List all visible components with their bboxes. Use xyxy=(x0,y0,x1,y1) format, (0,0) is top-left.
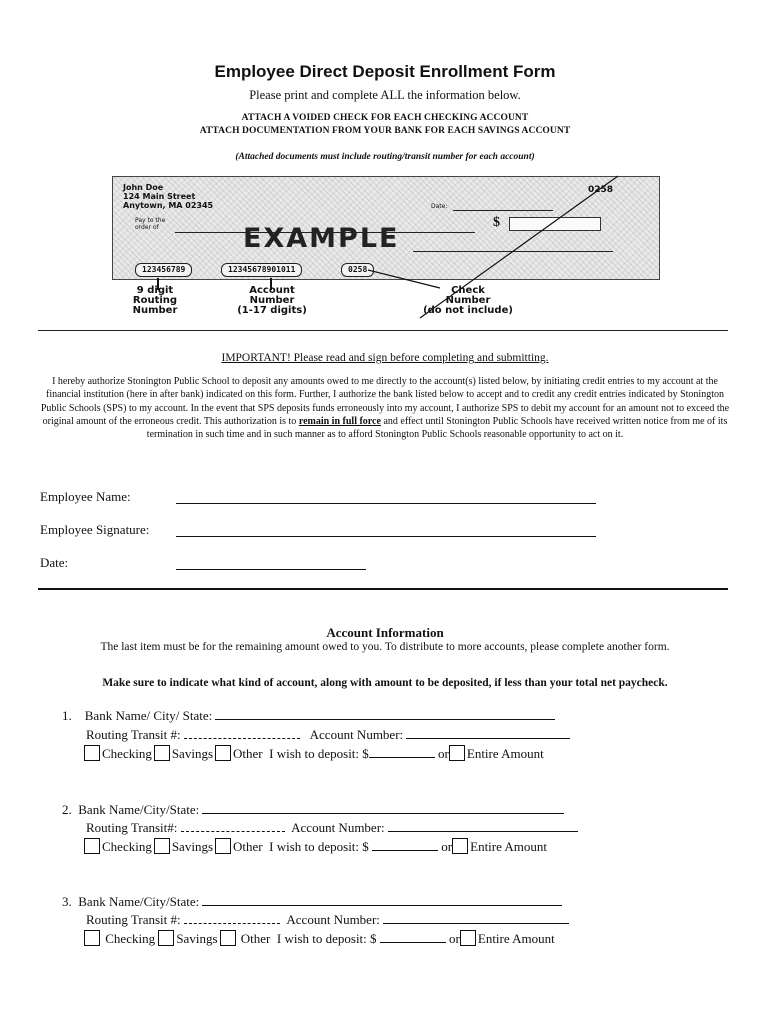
account-information-warning: Make sure to indicate what kind of account, along with amount to be deposited, if less than your total net paycheck. xyxy=(102,677,668,689)
account-3-routing-row xyxy=(86,911,569,928)
account-1-entire-label: Entire Amount xyxy=(466,746,544,761)
account-1-savings-label: Savings xyxy=(171,746,213,761)
check-number-label: Check Number (do not include) xyxy=(423,285,513,316)
divider-middle xyxy=(38,588,728,590)
account-2-entire-checkbox[interactable] xyxy=(452,838,468,854)
authorization-paragraph xyxy=(38,375,732,441)
account-2-account-field[interactable] xyxy=(388,819,578,832)
check-micr-account: 12345678901011 xyxy=(221,263,302,277)
account-3-bank-label: Bank Name/City/State: xyxy=(78,894,200,909)
employee-date-field[interactable] xyxy=(176,569,366,570)
account-1-routing-field[interactable] xyxy=(184,726,300,739)
account-1-checking-checkbox[interactable] xyxy=(84,745,100,761)
account-2-savings-checkbox[interactable] xyxy=(154,838,170,854)
account-3-type-row xyxy=(84,930,555,947)
check-micr-routing: 123456789 xyxy=(135,263,192,277)
account-1-account-field[interactable] xyxy=(406,726,570,739)
attach-savings-instruction: ATTACH DOCUMENTATION FROM YOUR BANK FOR EACH SAVINGS ACCOUNT xyxy=(199,126,571,136)
divider-top xyxy=(38,330,728,331)
account-3-routing-label: Routing Transit #: xyxy=(86,912,181,927)
check-payto-label: Pay to the order of xyxy=(135,217,166,231)
account-3-deposit-label: I wish to deposit: $ xyxy=(276,931,377,946)
account-3-other-label: Other xyxy=(240,931,271,946)
account-3-routing-field[interactable] xyxy=(184,911,280,924)
account-1-savings-checkbox[interactable] xyxy=(154,745,170,761)
authorization-text-end: and effect until Stonington Public Schools have received written notice from me of its termination in such time and in such manner as to afford Stonington Public Schools reasonable opportunity to act on it. xyxy=(146,415,728,441)
account-3-other-checkbox[interactable] xyxy=(220,930,236,946)
account-1-or-label: or xyxy=(438,746,449,761)
employee-signature-label: Employee Signature: xyxy=(40,522,150,537)
account-number-label: Account Number (1-17 digits) xyxy=(237,285,307,316)
account-information-title: Account Information xyxy=(326,625,444,640)
check-date-label: Date: xyxy=(431,203,448,210)
form-title: Employee Direct Deposit Enrollment Form xyxy=(214,62,556,81)
account-information-note: The last item must be for the remaining amount owed to you. To distribute to more accounts, please complete another form. xyxy=(100,641,670,653)
attach-checking-instruction: ATTACH A VOIDED CHECK FOR EACH CHECKING ACCOUNT xyxy=(241,113,529,123)
account-1-bank-field[interactable] xyxy=(215,707,555,720)
account-2-or-label: or xyxy=(441,839,453,854)
account-3-number: 3. xyxy=(62,894,72,909)
account-3-or-label: or xyxy=(449,931,460,946)
account-2-routing-label: Routing Transit#: xyxy=(86,820,178,835)
account-3-bank-field[interactable] xyxy=(202,893,562,906)
account-1-other-checkbox[interactable] xyxy=(215,745,231,761)
account-2-account-label: Account Number: xyxy=(291,820,385,835)
authorization-text-start: I hereby authorize Stonington Public School to deposit any amounts owed to me directly to the account(s) listed below, by initiating credit entries to my account at the financial institution (here in after bank) indicated on this form. Further, I authorize the bank listed below to accept and to credit any credit entries indicated by Stonington Public Schools (SPS) to my account. In the event that SPS deposits funds erroneously into my account, I authorize SPS to debit my account for an amount not to exceed the original amount of the erroneous credit. This authorization is to xyxy=(40,376,730,427)
routing-number-label: 9 digit Routing Number xyxy=(132,285,178,316)
account-2-checking-checkbox[interactable] xyxy=(84,838,100,854)
check-number: 0258 xyxy=(587,185,613,195)
account-3-savings-checkbox[interactable] xyxy=(158,930,174,946)
check-example-watermark: EXAMPLE xyxy=(243,223,400,254)
attachment-note: (Attached documents must include routing/transit number for each account) xyxy=(235,152,535,162)
employee-signature-field[interactable] xyxy=(176,536,596,537)
account-2-bank-label: Bank Name/City/State: xyxy=(78,802,200,817)
account-3-entire-label: Entire Amount xyxy=(477,931,555,946)
account-3-account-field[interactable] xyxy=(383,911,569,924)
account-2-routing-field[interactable] xyxy=(181,819,285,832)
account-1-bank-label: Bank Name/ City/ State: xyxy=(84,708,213,723)
account-1-checking-label: Checking xyxy=(102,746,152,761)
account-1-type-row xyxy=(84,745,544,762)
account-1-routing-row xyxy=(86,726,570,743)
account-1-bank-row xyxy=(62,707,555,724)
account-2-entire-label: Entire Amount xyxy=(470,839,548,854)
account-3-account-label: Account Number: xyxy=(286,912,380,927)
account-3-deposit-field[interactable] xyxy=(380,930,446,943)
authorization-text-underlined: remain in full force xyxy=(298,415,381,427)
account-1-deposit-field[interactable] xyxy=(369,745,435,758)
check-micr-check-number: 0258 xyxy=(341,263,374,277)
account-1-other-label: Other xyxy=(233,746,263,761)
account-2-routing-row xyxy=(86,819,578,836)
account-1-entire-checkbox[interactable] xyxy=(449,745,465,761)
check-dollar-sign: $ xyxy=(493,215,500,230)
account-2-bank-row xyxy=(62,801,564,818)
account-1-number: 1. xyxy=(62,708,72,723)
account-2-other-label: Other xyxy=(233,839,263,854)
account-1-routing-label: Routing Transit #: xyxy=(86,727,181,742)
account-2-other-checkbox[interactable] xyxy=(215,838,231,854)
employee-name-label: Employee Name: xyxy=(40,489,131,504)
account-2-number: 2. xyxy=(62,802,72,817)
employee-name-field[interactable] xyxy=(176,503,596,504)
account-2-savings-label: Savings xyxy=(171,839,213,854)
account-2-deposit-field[interactable] xyxy=(372,838,438,851)
account-3-savings-label: Savings xyxy=(176,931,218,946)
account-3-checking-label: Checking xyxy=(105,931,156,946)
account-2-type-row xyxy=(84,838,547,855)
account-3-entire-checkbox[interactable] xyxy=(460,930,476,946)
form-subtitle: Please print and complete ALL the information below. xyxy=(249,88,521,102)
important-heading: IMPORTANT! Please read and sign before completing and submitting. xyxy=(221,352,549,364)
account-3-bank-row xyxy=(62,893,562,910)
account-3-checking-checkbox[interactable] xyxy=(84,930,100,946)
check-payer-address: John Doe 124 Main Street Anytown, MA 02345 xyxy=(123,183,214,210)
account-2-bank-field[interactable] xyxy=(202,801,564,814)
employee-date-label: Date: xyxy=(40,555,69,570)
account-2-deposit-label: I wish to deposit: $ xyxy=(269,839,369,854)
account-1-deposit-label: I wish to deposit: $ xyxy=(269,746,369,761)
account-1-account-label: Account Number: xyxy=(309,727,404,742)
account-2-checking-label: Checking xyxy=(102,839,152,854)
